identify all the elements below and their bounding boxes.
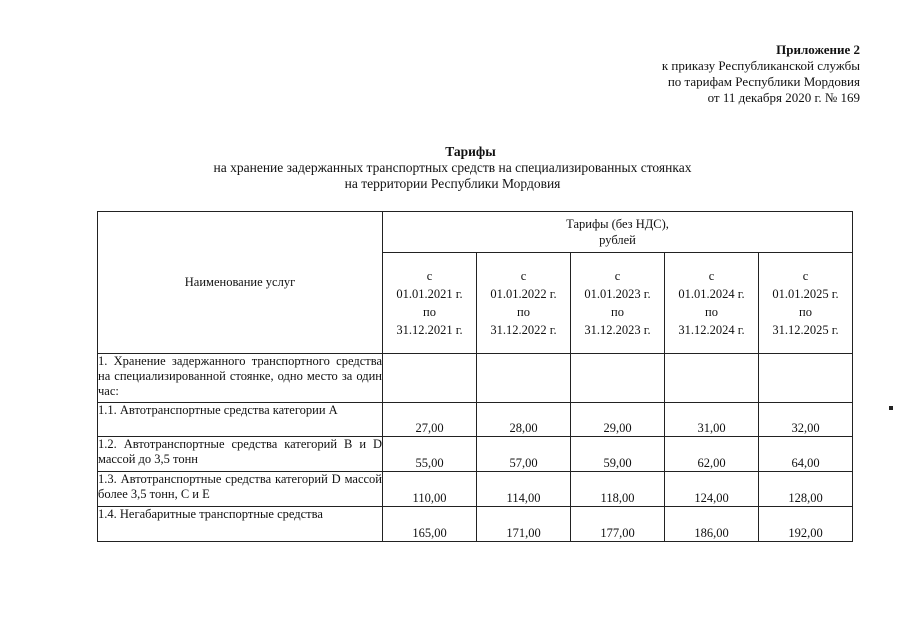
table-cell-empty bbox=[477, 354, 571, 403]
tariffs-group-header-line-1: Тарифы (без НДС), bbox=[566, 217, 669, 231]
tariff-value: 27,00 bbox=[383, 403, 477, 437]
tariff-value: 32,00 bbox=[759, 403, 853, 437]
table-row bbox=[98, 437, 853, 472]
period-to-word: по bbox=[705, 305, 718, 319]
period-header-2025 bbox=[759, 253, 853, 354]
table-cell-empty bbox=[759, 354, 853, 403]
period-to-date: 31.12.2024 г. bbox=[678, 323, 745, 337]
period-from-word: с bbox=[426, 269, 433, 283]
heading-title: Тарифы bbox=[445, 144, 496, 159]
period-from-date: 01.01.2021 г. bbox=[396, 287, 463, 301]
heading-line-1: на хранение задержанных транспортных средств на специализированных стоянках bbox=[213, 160, 692, 175]
period-to-date: 31.12.2021 г. bbox=[396, 323, 463, 337]
appendix-line-1: к приказу Республиканской службы bbox=[661, 58, 860, 73]
period-header-2021 bbox=[383, 253, 477, 354]
document-heading bbox=[0, 144, 905, 192]
tariff-value: 29,00 bbox=[571, 403, 665, 437]
service-name: 1.1. Автотранспортные средства категории А bbox=[98, 403, 383, 437]
period-from-word: с bbox=[614, 269, 621, 283]
period-from-date: 01.01.2024 г. bbox=[678, 287, 745, 301]
tariff-value: 165,00 bbox=[383, 507, 477, 542]
table-row-section bbox=[98, 354, 853, 403]
tariff-value: 177,00 bbox=[571, 507, 665, 542]
period-header-2024 bbox=[665, 253, 759, 354]
tariff-value: 62,00 bbox=[665, 437, 759, 472]
tariffs-group-header-line-2: рублей bbox=[599, 233, 636, 247]
period-to-date: 31.12.2023 г. bbox=[584, 323, 651, 337]
period-to-date: 31.12.2025 г. bbox=[772, 323, 839, 337]
section-title: 1. Хранение задержанного транспортного средства на специализированной стоянке, одно место за один час: bbox=[98, 354, 383, 403]
table-cell-empty bbox=[383, 354, 477, 403]
period-from-date: 01.01.2025 г. bbox=[772, 287, 839, 301]
period-from-date: 01.01.2022 г. bbox=[490, 287, 557, 301]
services-column-header bbox=[98, 212, 383, 354]
table-cell-empty bbox=[571, 354, 665, 403]
tariff-value: 171,00 bbox=[477, 507, 571, 542]
tariff-value: 118,00 bbox=[571, 472, 665, 507]
period-from-date: 01.01.2023 г. bbox=[584, 287, 651, 301]
tariff-value: 59,00 bbox=[571, 437, 665, 472]
period-from-word: с bbox=[708, 269, 715, 283]
period-to-word: по bbox=[611, 305, 624, 319]
table-cell-empty bbox=[665, 354, 759, 403]
heading-line-2: на территории Республики Мордовия bbox=[344, 176, 561, 191]
tariff-value: 57,00 bbox=[477, 437, 571, 472]
appendix-title: Приложение 2 bbox=[776, 42, 860, 57]
table-row bbox=[98, 507, 853, 542]
period-to-word: по bbox=[517, 305, 530, 319]
tariff-value: 110,00 bbox=[383, 472, 477, 507]
tariff-value: 55,00 bbox=[383, 437, 477, 472]
period-to-word: по bbox=[423, 305, 436, 319]
tariffs-group-header bbox=[383, 212, 853, 253]
tariff-value: 128,00 bbox=[759, 472, 853, 507]
tariff-value: 192,00 bbox=[759, 507, 853, 542]
service-name: 1.2. Автотранспортные средства категорий В и D массой до 3,5 тонн bbox=[98, 437, 383, 472]
period-header-2022 bbox=[477, 253, 571, 354]
appendix-line-3: от 11 декабря 2020 г. № 169 bbox=[707, 90, 860, 105]
tariff-value: 64,00 bbox=[759, 437, 853, 472]
table-row bbox=[98, 403, 853, 437]
scan-speck bbox=[889, 406, 893, 410]
service-name: 1.4. Негабаритные транспортные средства bbox=[98, 507, 383, 542]
service-name: 1.3. Автотранспортные средства категорий D массой более 3,5 тонн, С и Е bbox=[98, 472, 383, 507]
period-from-word: с bbox=[802, 269, 809, 283]
appendix-line-2: по тарифам Республики Мордовия bbox=[667, 74, 860, 89]
tariff-value: 114,00 bbox=[477, 472, 571, 507]
tariff-value: 31,00 bbox=[665, 403, 759, 437]
services-column-header-text: Наименование услуг bbox=[184, 275, 296, 289]
table-row bbox=[98, 472, 853, 507]
period-to-word: по bbox=[799, 305, 812, 319]
tariff-value: 28,00 bbox=[477, 403, 571, 437]
tariff-value: 124,00 bbox=[665, 472, 759, 507]
period-to-date: 31.12.2022 г. bbox=[490, 323, 557, 337]
tariff-value: 186,00 bbox=[665, 507, 759, 542]
period-from-word: с bbox=[520, 269, 527, 283]
appendix-block bbox=[662, 42, 860, 106]
tariffs-table bbox=[97, 211, 853, 542]
period-header-2023 bbox=[571, 253, 665, 354]
